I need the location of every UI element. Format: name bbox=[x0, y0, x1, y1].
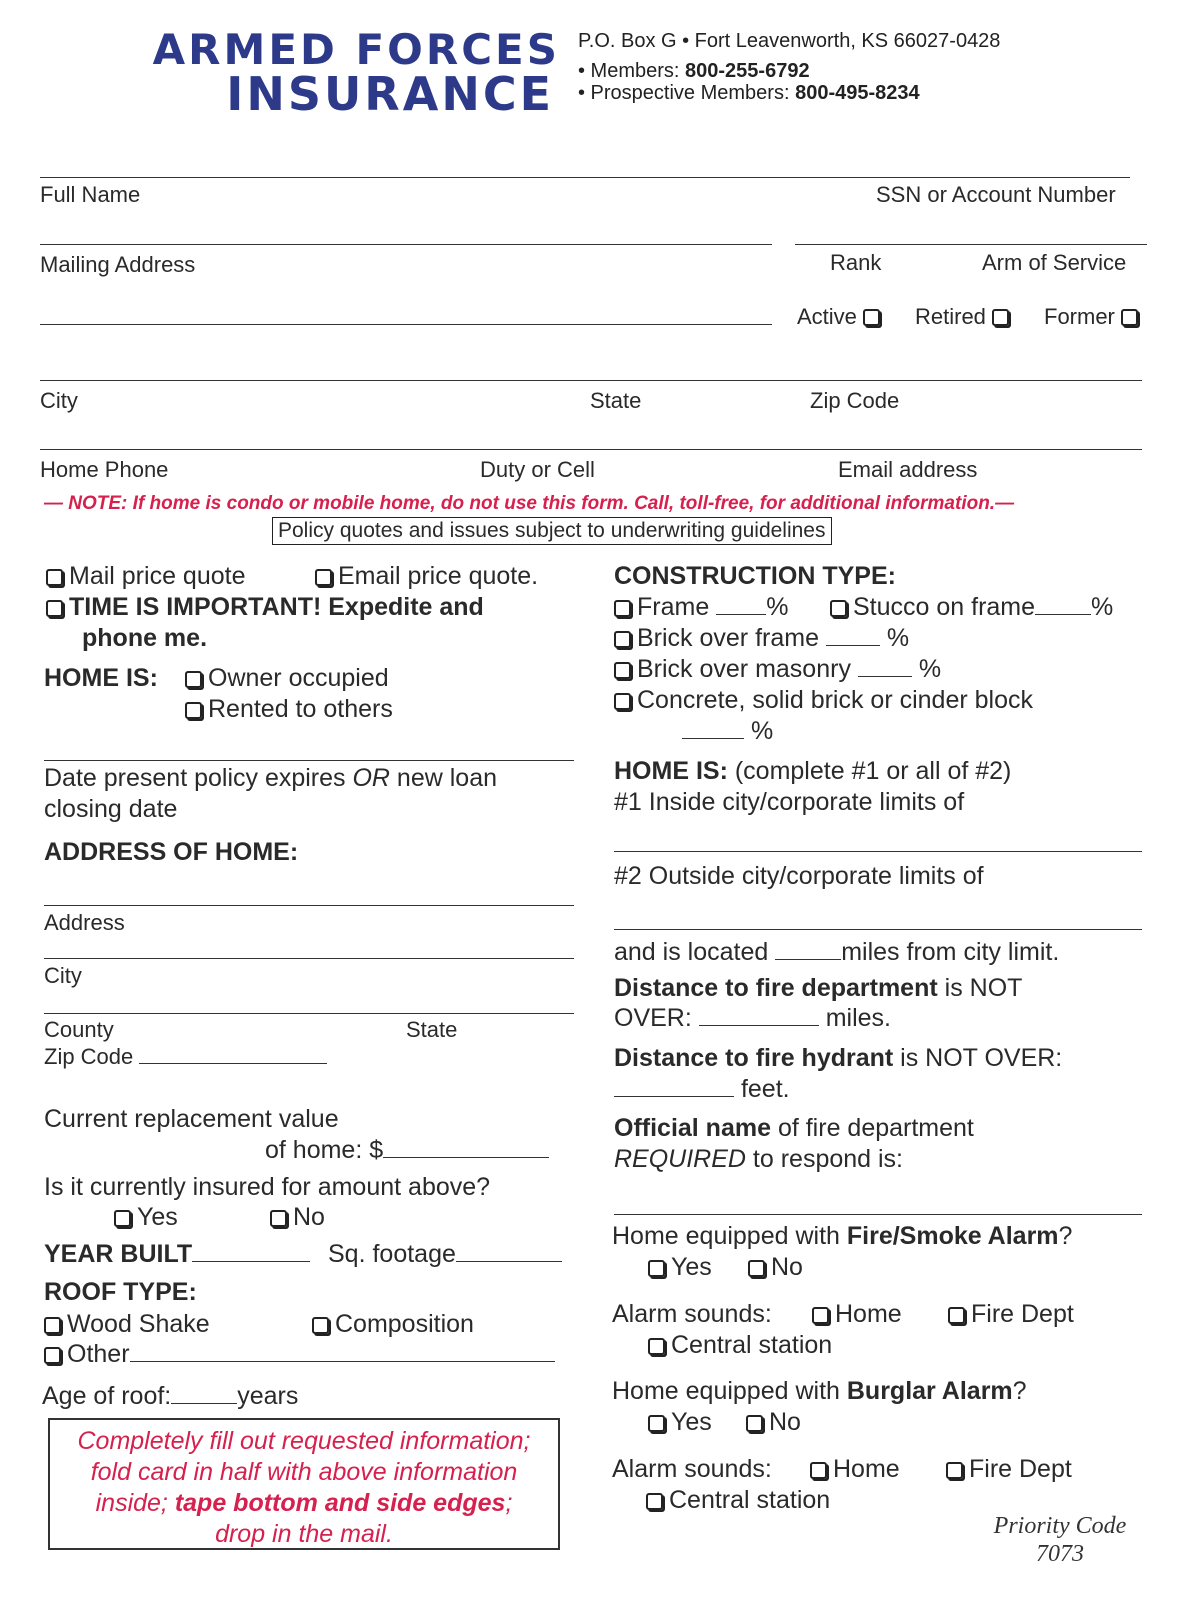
policy-notice: Policy quotes and issues subject to underwriting guidelines bbox=[272, 517, 832, 545]
composition-option[interactable]: Composition bbox=[312, 1310, 474, 1339]
burglar-alarm-yes-checkbox[interactable] bbox=[648, 1415, 665, 1432]
instructions-line-1: Completely fill out requested information; bbox=[77, 1427, 531, 1455]
required-label: REQUIRED to respond is: bbox=[614, 1145, 903, 1173]
frame-checkbox[interactable] bbox=[614, 600, 631, 617]
burglar-alarm-central-checkbox[interactable] bbox=[646, 1493, 663, 1510]
burglar-alarm-sounds-label: Alarm sounds: bbox=[612, 1455, 772, 1483]
smoke-alarm-sounds-label: Alarm sounds: bbox=[612, 1300, 772, 1328]
rank-line[interactable] bbox=[795, 244, 1147, 245]
burglar-alarm-fire-dept-checkbox[interactable] bbox=[946, 1462, 963, 1479]
expedite-checkbox[interactable] bbox=[46, 600, 63, 617]
smoke-alarm-no-option[interactable]: No bbox=[748, 1253, 803, 1282]
home-state-label: State bbox=[406, 1017, 458, 1042]
instructions-line-4: drop in the mail. bbox=[215, 1520, 393, 1548]
company-logo bbox=[110, 25, 560, 121]
stucco-option[interactable]: Stucco on frame % bbox=[830, 593, 1113, 622]
mail-quote-checkbox[interactable] bbox=[46, 569, 63, 586]
email-quote-option[interactable]: Email price quote. bbox=[315, 562, 538, 591]
burglar-alarm-home-checkbox[interactable] bbox=[810, 1462, 827, 1479]
composition-checkbox[interactable] bbox=[312, 1317, 329, 1334]
brick-masonry-checkbox[interactable] bbox=[614, 662, 631, 679]
outside-limits-line[interactable] bbox=[614, 929, 1142, 930]
policy-date-label: Date present policy expires OR new loan bbox=[44, 764, 498, 792]
home-address-line[interactable] bbox=[44, 905, 574, 906]
roof-other-option[interactable]: Other bbox=[44, 1340, 555, 1369]
smoke-alarm-central-option[interactable]: Central station bbox=[648, 1331, 832, 1360]
priority-code-value: 7073 bbox=[1036, 1541, 1084, 1567]
inside-limits-line[interactable] bbox=[614, 851, 1142, 852]
insured-yes-checkbox[interactable] bbox=[114, 1210, 131, 1227]
home-zip-field[interactable]: Zip Code bbox=[44, 1044, 327, 1070]
mailing-address-line-2[interactable] bbox=[40, 324, 772, 325]
burglar-alarm-central-option[interactable]: Central station bbox=[646, 1486, 830, 1515]
active-checkbox[interactable] bbox=[863, 309, 880, 326]
policy-date-line[interactable] bbox=[44, 760, 574, 761]
fire-department-distance-field[interactable]: OVER: miles. bbox=[614, 1004, 891, 1032]
brick-masonry-option[interactable]: Brick over masonry % bbox=[614, 655, 941, 684]
rented-checkbox[interactable] bbox=[185, 702, 202, 719]
smoke-alarm-fire-dept-checkbox[interactable] bbox=[948, 1307, 965, 1324]
prospective-phone: 800-495-8234 bbox=[795, 82, 920, 104]
state-label: State bbox=[590, 388, 642, 413]
rank-label: Rank bbox=[830, 250, 882, 275]
smoke-alarm-fire-dept-option[interactable]: Fire Dept bbox=[948, 1300, 1074, 1329]
fire-hydrant-distance-label: Distance to fire hydrant is NOT OVER: bbox=[614, 1044, 1063, 1072]
mailing-address-line[interactable] bbox=[40, 244, 772, 245]
instructions-line-2: fold card in half with above information bbox=[90, 1458, 518, 1486]
burglar-alarm-no-option[interactable]: No bbox=[746, 1408, 801, 1437]
smoke-alarm-central-checkbox[interactable] bbox=[648, 1338, 665, 1355]
owner-occupied-checkbox[interactable] bbox=[185, 671, 202, 688]
duty-cell-label: Duty or Cell bbox=[480, 457, 595, 482]
fire-department-distance-label: Distance to fire department is NOT bbox=[614, 974, 1023, 1002]
fire-department-name-line[interactable] bbox=[614, 1214, 1142, 1215]
members-phone-line: • Members: 800-255-6792 bbox=[578, 60, 810, 82]
brick-frame-checkbox[interactable] bbox=[614, 631, 631, 648]
home-county-line[interactable] bbox=[44, 1013, 574, 1014]
priority-code-label: Priority Code bbox=[993, 1513, 1127, 1539]
expedite-line-2: phone me. bbox=[82, 624, 208, 652]
phone-line[interactable] bbox=[40, 449, 1142, 450]
instructions-box bbox=[48, 1418, 560, 1550]
rented-option[interactable]: Rented to others bbox=[185, 695, 393, 724]
home-county-label: County bbox=[44, 1017, 114, 1042]
prospective-phone-line: • Prospective Members: 800-495-8234 bbox=[578, 82, 920, 104]
wood-shake-checkbox[interactable] bbox=[44, 1317, 61, 1334]
roof-type-heading: ROOF TYPE: bbox=[44, 1278, 197, 1306]
concrete-checkbox[interactable] bbox=[614, 693, 631, 710]
insured-yes-option[interactable]: Yes bbox=[114, 1203, 178, 1232]
address-of-home-heading: ADDRESS OF HOME: bbox=[44, 838, 299, 866]
smoke-alarm-yes-option[interactable]: Yes bbox=[648, 1253, 712, 1282]
brick-frame-option[interactable]: Brick over frame % bbox=[614, 624, 909, 653]
home-is-heading: HOME IS: bbox=[44, 664, 158, 692]
city-label: City bbox=[40, 388, 78, 413]
smoke-alarm-question: Home equipped with Fire/Smoke Alarm? bbox=[612, 1222, 1073, 1250]
insured-no-option[interactable]: No bbox=[270, 1203, 325, 1232]
owner-occupied-option[interactable]: Owner occupied bbox=[185, 664, 389, 693]
construction-type-heading: CONSTRUCTION TYPE: bbox=[614, 562, 896, 590]
arm-of-service-label: Arm of Service bbox=[982, 250, 1127, 275]
full-name-line[interactable] bbox=[40, 177, 1130, 178]
smoke-alarm-home-checkbox[interactable] bbox=[812, 1307, 829, 1324]
fire-hydrant-distance-field[interactable]: feet. bbox=[614, 1075, 790, 1104]
zip-label: Zip Code bbox=[810, 388, 900, 413]
former-checkbox[interactable] bbox=[1121, 309, 1138, 326]
miles-from-limit-field[interactable]: and is located miles from city limit. bbox=[614, 938, 1060, 966]
sq-footage-field[interactable]: Sq. footage bbox=[328, 1240, 562, 1269]
smoke-alarm-no-checkbox[interactable] bbox=[748, 1260, 765, 1277]
mailing-address-label: Mailing Address bbox=[40, 252, 196, 277]
wood-shake-option[interactable]: Wood Shake bbox=[44, 1310, 210, 1339]
email-label: Email address bbox=[838, 457, 978, 482]
mail-quote-option[interactable]: Mail price quote bbox=[46, 562, 245, 591]
retired-option[interactable]: Retired bbox=[915, 304, 1015, 330]
inside-limits-label: #1 Inside city/corporate limits of bbox=[614, 788, 965, 816]
home-address-label: Address bbox=[44, 910, 125, 935]
active-option[interactable]: Active bbox=[797, 304, 886, 330]
replacement-value-field[interactable]: of home: $ bbox=[265, 1136, 549, 1165]
outside-limits-label: #2 Outside city/corporate limits of bbox=[614, 862, 984, 890]
full-name-label: Full Name bbox=[40, 182, 141, 207]
burglar-alarm-fire-dept-option[interactable]: Fire Dept bbox=[946, 1455, 1072, 1484]
retired-checkbox[interactable] bbox=[992, 309, 1009, 326]
expedite-option[interactable]: TIME IS IMPORTANT! Expedite and bbox=[46, 593, 484, 622]
insured-no-checkbox[interactable] bbox=[270, 1210, 287, 1227]
year-built-field[interactable]: YEAR BUILT bbox=[44, 1240, 310, 1269]
home-city-line[interactable] bbox=[44, 958, 574, 959]
ssn-label: SSN or Account Number bbox=[876, 182, 1116, 207]
condo-note: — NOTE: If home is condo or mobile home, do not use this form. Call, toll-free, for additional information.— bbox=[44, 493, 1015, 514]
home-location-heading: HOME IS: (complete #1 or all of #2) bbox=[614, 757, 1012, 785]
replacement-value-label: Current replacement value bbox=[44, 1105, 339, 1133]
email-quote-checkbox[interactable] bbox=[315, 569, 332, 586]
logo-line-2: INSURANCE bbox=[226, 67, 554, 121]
age-of-roof-field[interactable]: Age of roof: years bbox=[42, 1382, 299, 1410]
logo-line-1: ARMED FORCES bbox=[152, 25, 560, 74]
roof-other-checkbox[interactable] bbox=[44, 1347, 61, 1364]
home-city-label: City bbox=[44, 963, 82, 988]
official-name-label: Official name of fire department bbox=[614, 1114, 974, 1142]
members-phone: 800-255-6792 bbox=[685, 60, 810, 82]
burglar-alarm-yes-option[interactable]: Yes bbox=[648, 1408, 712, 1437]
concrete-option[interactable]: Concrete, solid brick or cinder block bbox=[614, 686, 1033, 715]
closing-date-label: closing date bbox=[44, 795, 178, 823]
smoke-alarm-home-option[interactable]: Home bbox=[812, 1300, 902, 1329]
burglar-alarm-home-option[interactable]: Home bbox=[810, 1455, 900, 1484]
stucco-checkbox[interactable] bbox=[830, 600, 847, 617]
smoke-alarm-yes-checkbox[interactable] bbox=[648, 1260, 665, 1277]
burglar-alarm-question: Home equipped with Burglar Alarm? bbox=[612, 1377, 1027, 1405]
mailing-address-header: P.O. Box G • Fort Leavenworth, KS 66027-0428 bbox=[578, 30, 1001, 52]
home-phone-label: Home Phone bbox=[40, 457, 169, 482]
city-line[interactable] bbox=[40, 380, 1142, 381]
instructions-line-3: inside; tape bottom and side edges; bbox=[95, 1489, 513, 1517]
concrete-percent-field[interactable]: % bbox=[682, 717, 773, 746]
former-option[interactable]: Former bbox=[1044, 304, 1144, 330]
priority-code bbox=[980, 1512, 1140, 1568]
insured-question: Is it currently insured for amount above? bbox=[44, 1173, 491, 1201]
burglar-alarm-no-checkbox[interactable] bbox=[746, 1415, 763, 1432]
frame-option[interactable]: Frame % bbox=[614, 593, 788, 622]
